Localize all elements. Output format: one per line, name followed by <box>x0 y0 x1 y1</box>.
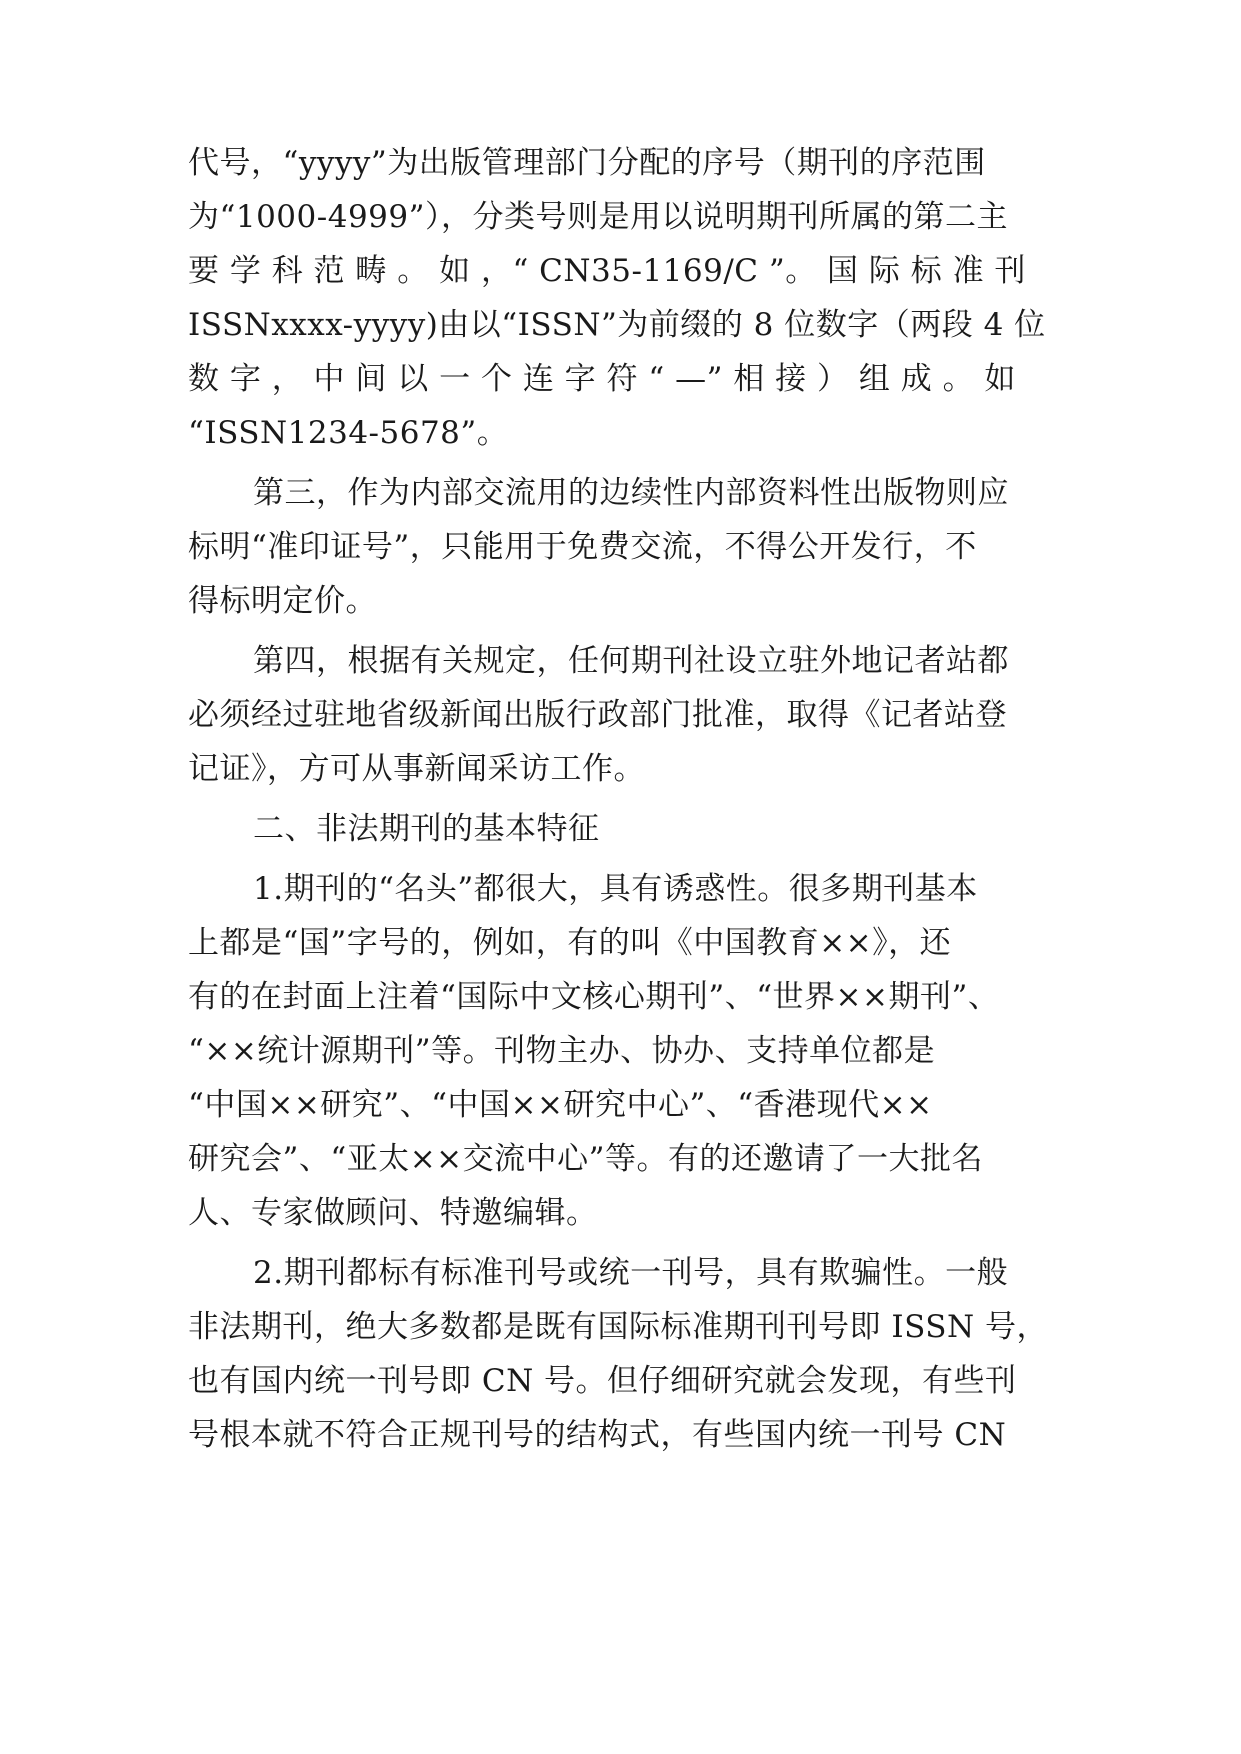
paragraph-first-line: 第三，作为内部交流用的边续性内部资料性出版物则应 <box>253 475 1009 511</box>
text-line: 人、专家做顾问、特邀编辑。 <box>188 1195 598 1231</box>
text-line: 要 学 科 范 畴 。 如 ，“ CN35-1169/C ”。 国 际 标 准 刊 <box>188 253 1026 289</box>
text-line: 得标明定价。 <box>188 583 377 619</box>
text-line: “××统计源期刊”等。刊物主办、协办、支持单位都是 <box>188 1033 936 1069</box>
paragraph-first-line: 2.期刊都标有标准刊号或统一刊号，具有欺骗性。一般 <box>253 1255 1009 1291</box>
text-line: 上都是“国”字号的，例如，有的叫《中国教育××》，还 <box>188 925 952 961</box>
text-line: 研究会”、“亚太××交流中心”等。有的还邀请了一大批名 <box>188 1141 983 1177</box>
text-line: 号根本就不符合正规刊号的结构式，有些国内统一刊号 CN <box>188 1417 1007 1453</box>
text-line: 数 字 ， 中 间 以 一 个 连 字 符 “ —” 相 接 ） 组 成 。 如 <box>188 361 1016 397</box>
text-line: 非法期刊，绝大多数都是既有国际标准期刊刊号即 ISSN 号， <box>188 1309 1049 1345</box>
text-line: ISSNxxxx-yyyy)由以“ISSN”为前缀的 8 位数字（两段 4 位 <box>188 307 1046 343</box>
text-line: “中国××研究”、“中国××研究中心”、“香港现代×× <box>188 1087 933 1123</box>
text-line: “ISSN1234-5678”。 <box>188 415 509 451</box>
text-line: 为“1000-4999”），分类号则是用以说明期刊所属的第二主 <box>188 199 1008 235</box>
paragraph-first-line: 1.期刊的“名头”都很大，具有诱惑性。很多期刊基本 <box>253 871 978 907</box>
text-line: 有的在封面上注着“国际中文核心期刊”、“世界××期刊”、 <box>188 979 1000 1015</box>
paragraph-first-line: 第四，根据有关规定，任何期刊社设立驻外地记者站都 <box>253 643 1009 679</box>
text-line: 必须经过驻地省级新闻出版行政部门批准，取得《记者站登 <box>188 697 1007 733</box>
text-line: 标明“准印证号”，只能用于免费交流，不得公开发行，不 <box>188 529 977 565</box>
section-heading: 二、非法期刊的基本特征 <box>253 811 600 847</box>
text-line: 代号，“yyyy”为出版管理部门分配的序号（期刊的序范围 <box>188 145 986 181</box>
text-line: 也有国内统一刊号即 CN 号。但仔细研究就会发现，有些刊 <box>188 1363 1017 1399</box>
text-line: 记证》，方可从事新闻采访工作。 <box>188 751 645 787</box>
